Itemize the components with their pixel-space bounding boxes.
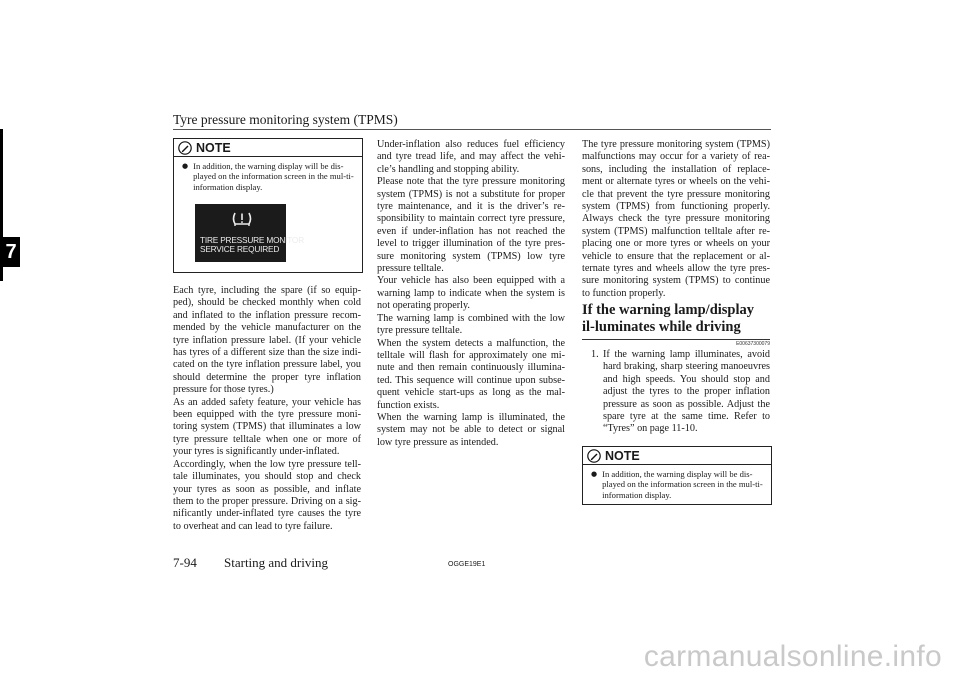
paragraph: Please note that the tyre pressure monitoring system (TPMS) is not a substitute for proper tyre maintenance, and it is the driver’s re-sponsibility to maintain correct tyre pressure, even if under-inflation has not reached the level to trigger illumination of the tyre pres-sure monitoring system (TPMS) low tyre pressure telltale.: [377, 176, 565, 275]
footer-section-name: Starting and driving: [224, 555, 328, 570]
chapter-tab: 7: [2, 237, 20, 267]
note-text: In addition, the warning display will be dis-played on the information screen in the mul-ti-information display.: [193, 161, 354, 192]
section-heading: If the warning lamp/display il-luminates while driving: [582, 302, 755, 335]
tpms-warning-display-image: [195, 204, 304, 262]
note-label: NOTE: [605, 448, 640, 463]
step-number: 1.: [591, 349, 599, 360]
paragraph: Accordingly, when the low tyre pressure tell-tale illuminates, you should stop and check your tyres as soon as possible, and inflate them to the proper pressure. Driving on a sig-nificantly under-inflated tyre causes the tyre to overheat and can lead to tyre failure.: [173, 458, 361, 532]
paragraph: Under-inflation also reduces fuel efficiency and tyre tread life, and may affect the vehi-cle’s handling and stopping ability.: [377, 139, 565, 175]
section-divider: [582, 339, 770, 340]
note-item: [174, 157, 362, 192]
paragraph: The warning lamp is combined with the low tyre pressure telltale.: [377, 312, 565, 337]
column-1: [173, 285, 361, 533]
display-line-1: TIRE PRESSURE MONITOR: [200, 235, 304, 245]
paragraph: The tyre pressure monitoring system (TPMS) malfunctions may occur for a variety of rea-sons, including the installation of replace-ment or alternate tyres or wheels on the vehi-cle that prevent the tyre pressure monitoring system (TPMS) from functioning properly. Always check the tyre pressure monitoring system (TPMS) malfunction telltale after re-placing one or more tyres or wheels on your vehicle to ensure that the replacement or al-ternate tyres and wheels allow the tyre pres-sure monitoring system (TPMS) to continue to function properly.: [582, 139, 770, 299]
tire-pressure-warning-icon: [231, 209, 253, 229]
step-text: If the warning lamp illuminates, avoid hard braking, sharp steering manoeuvres and high speeds. You should stop and adjust the tyres to the proper inflation pressure as soon as possible. Adjust the spare tyre at the same time. Refer to “Tyres” on page 11-10.: [603, 349, 770, 435]
page-number: 7-94: [173, 555, 197, 570]
paragraph: Your vehicle has also been equipped with a warning lamp to indicate when the system is not operating properly.: [377, 275, 565, 312]
note-box-display: [173, 138, 363, 273]
bullet-icon: ●: [591, 470, 598, 478]
watermark: carmanualsonline.info: [643, 640, 942, 673]
bullet-icon: ●: [182, 162, 189, 170]
note-header: [583, 447, 771, 465]
paragraph: As an added safety feature, your vehicle has been equipped with the tyre pressure moni-toring system (TPMS) that illuminates a low tyre pressure telltale when one or more of your tyres is significantly under-inflated.: [173, 396, 361, 458]
numbered-step: [591, 349, 770, 436]
paragraph: When the system detects a malfunction, the telltale will flash for approximately one mi-nute and then remain continuously illumina-ted. This sequence will continue upon subse-quent vehicle start-ups as long as the mal-function exists.: [377, 337, 565, 411]
header-divider: [173, 129, 771, 130]
column-3: [582, 139, 770, 300]
paragraph: Each tyre, including the spare (if so equip-ped), should be checked monthly when cold and inflated to the inflation pressure recom-mended by the vehicle manufacturer on the tyre inflation pressure label. (If your vehicle has tyres of a different size than the size indi-cated on the tyre inflation pressure label, you should determine the proper tyre inflation pressure for those tyres.): [173, 285, 361, 396]
display-line-2: SERVICE REQUIRED: [200, 244, 280, 254]
note-label: NOTE: [196, 140, 231, 155]
note-pencil-icon: [178, 141, 192, 155]
note-header: [174, 139, 362, 157]
page-header-title: Tyre pressure monitoring system (TPMS): [173, 112, 398, 127]
column-2: [377, 139, 565, 449]
footer-code: OGGE19E1: [448, 561, 486, 568]
paragraph: When the warning lamp is illuminated, the system may not be able to detect or signal low tyre pressure as intended.: [377, 411, 565, 448]
note-box-2: [582, 446, 772, 505]
note-text: In addition, the warning display will be dis-played on the information screen in the mul-ti-information display.: [602, 469, 763, 500]
note-item: [583, 465, 771, 500]
section-code: E00637300079: [736, 341, 770, 347]
note-pencil-icon: [587, 449, 601, 463]
